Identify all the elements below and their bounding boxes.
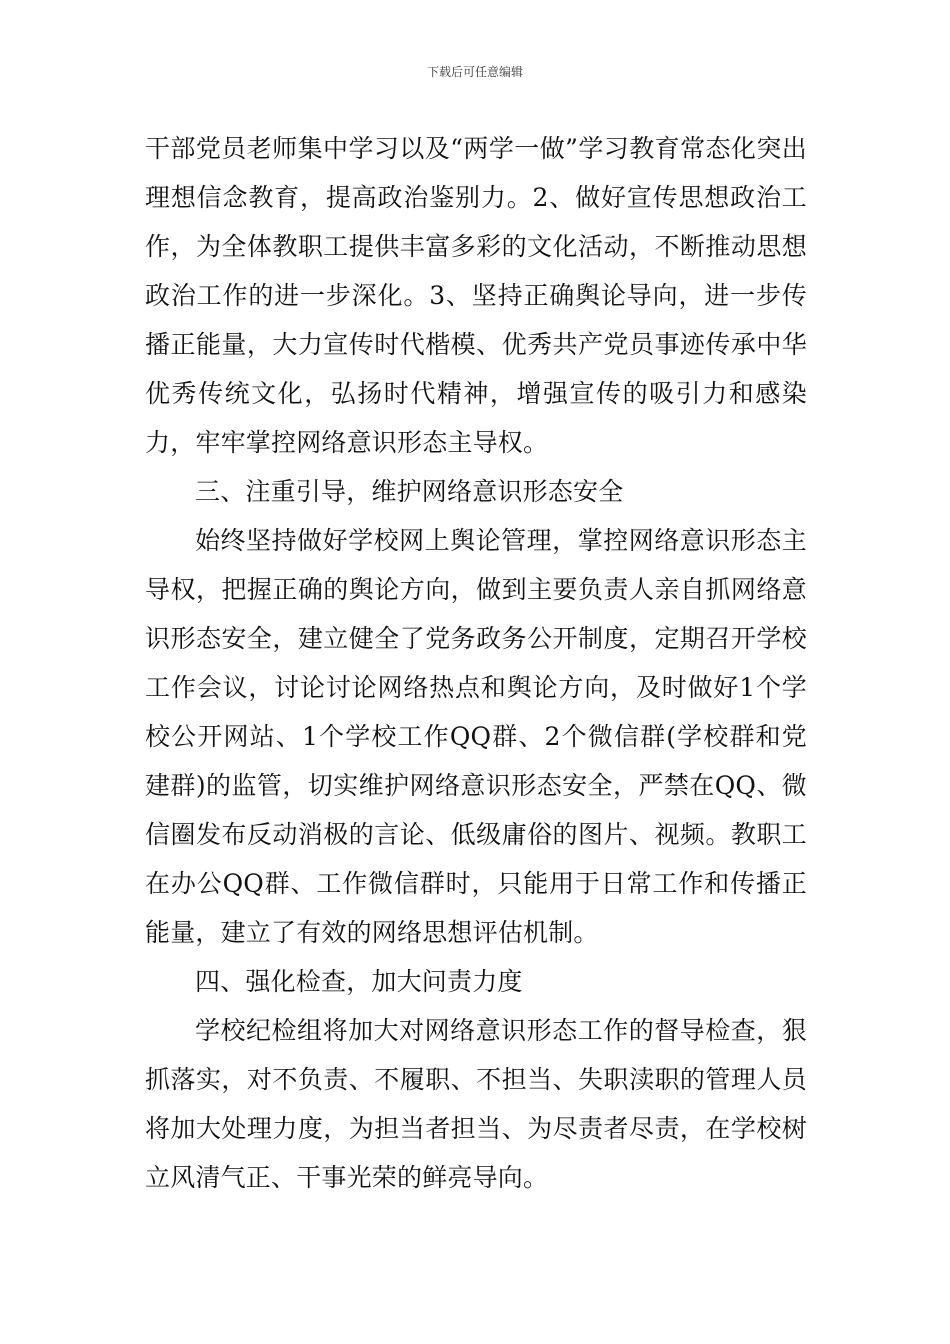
section-heading-4: 四、强化检查，加大问责力度 — [195, 967, 523, 996]
paragraph-section-3: 始终坚持做好学校网上舆论管理，掌控网络意识形态主导权，把握正确的舆论方向，做到主要负责人亲自抓网络意识形态安全，建立健全了党务政务公开制度，定期召开学校工作会议，讨论讨论网络热点和舆论方向，及时做好1个学校公开网站、1个学校工作QQ群、2个微信群(学校群和党建群)的监管，切实维护网络意识形态安全，严禁在QQ、微信圈发布反动消极的言论、低级庸俗的图片、视频。教职工在办公QQ群、工作微信群时，只能用于日常工作和传播正能量，建立了有效的网络思想评估机制。 — [145, 526, 807, 947]
paragraph-continuation: 干部党员老师集中学习以及“两学一做”学习教育常态化突出理想信念教育，提高政治鉴别力。2、做好宣传思想政治工作，为全体教职工提供丰富多彩的文化活动，不断推动思想政治工作的进一步深化。3、坚持正确舆论导向，进一步传播正能量，大力宣传时代楷模、优秀共产党员事迹传承中华优秀传统文化，弘扬时代精神，增强宣传的吸引力和感染力，牢牢掌控网络意识形态主导权。 — [145, 134, 807, 457]
document-body — [145, 124, 807, 1202]
page-header: 下载后可任意编辑 — [426, 65, 523, 79]
section-heading-3: 三、注重引导，维护网络意识形态安全 — [195, 477, 624, 506]
paragraph-section-4: 学校纪检组将加大对网络意识形态工作的督导检查，狠抓落实，对不负责、不履职、不担当、失职渎职的管理人员将加大处理力度，为担当者担当、为尽责者尽责，在学校树立风清气正、干事光荣的鲜亮导向。 — [145, 1016, 807, 1192]
